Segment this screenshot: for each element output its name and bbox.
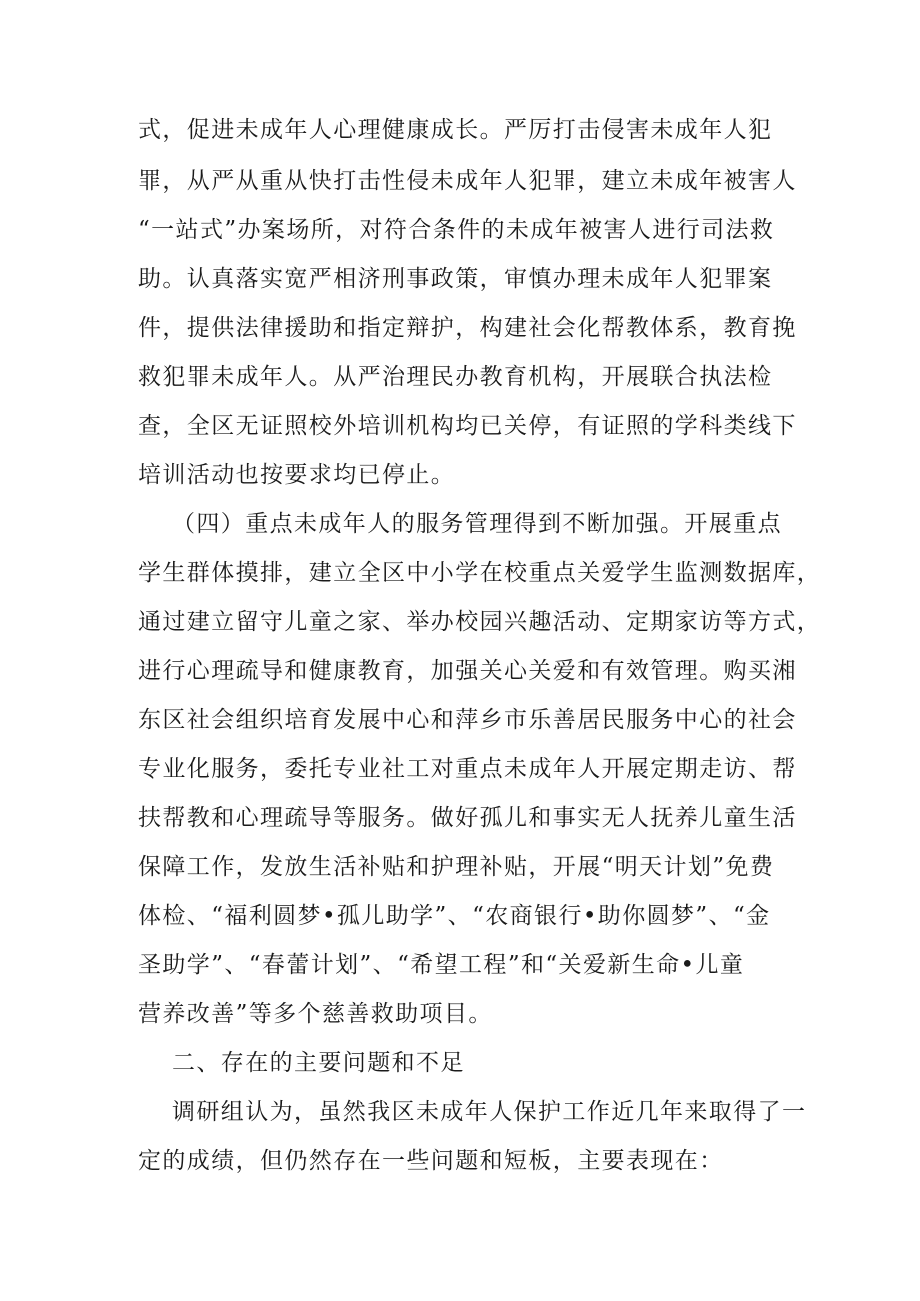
paragraph-line: 扶帮教和心理疏导等服务。做好孤儿和事实无人抚养儿童生活 <box>138 805 797 831</box>
paragraph-line: 东区社会组织培育发展中心和萍乡市乐善居民服务中心的社会 <box>138 707 797 733</box>
paragraph-line: 体检、“福利圆梦•孤儿助学”、“农商银行•助你圆梦”、“金 <box>138 903 771 929</box>
paragraph-line: 件，提供法律援助和指定辩护，构建社会化帮教体系，教育挽 <box>138 315 797 341</box>
section-heading-2: 二、存在的主要问题和不足 <box>172 1050 465 1076</box>
paragraph-line: 进行心理疏导和健康教育，加强关心关爱和有效管理。购买湘 <box>138 658 797 684</box>
paragraph-line: 调研组认为，虽然我区未成年人保护工作近几年来取得了一 <box>172 1099 807 1125</box>
paragraph-line: 培训活动也按要求均已停止。 <box>138 462 456 488</box>
paragraph-line: 式，促进未成年人心理健康成长。严厉打击侵害未成年人犯 <box>138 117 773 143</box>
paragraph-line: “一站式”办案场所，对符合条件的未成年被害人进行司法救 <box>138 217 775 243</box>
paragraph-line: 专业化服务，委托专业社工对重点未成年人开展定期走访、帮 <box>138 756 797 782</box>
paragraph-line: 助。认真落实宽严相济刑事政策，审慎办理未成年人犯罪案 <box>138 266 773 292</box>
paragraph-line: 通过建立留守儿童之家、举办校园兴趣活动、定期家访等方式， <box>138 609 822 635</box>
paragraph-line: 营养改善”等多个慈善救助项目。 <box>138 1001 493 1027</box>
paragraph-line: 救犯罪未成年人。从严治理民办教育机构，开展联合执法检 <box>138 364 773 390</box>
paragraph-line: 圣助学”、“春蕾计划”、“希望工程”和“关爱新生命•儿童 <box>138 952 745 978</box>
paragraph-line: 保障工作，发放生活补贴和护理补贴，开展“明天计划”免费 <box>138 854 775 880</box>
paragraph-line: 学生群体摸排，建立全区中小学在校重点关爱学生监测数据库， <box>138 560 822 586</box>
section-heading-4: （四）重点未成年人的服务管理得到不断加强。开展重点 <box>172 511 782 537</box>
paragraph-line: 定的成绩，但仍然存在一些问题和短板，主要表现在： <box>138 1148 724 1174</box>
paragraph-line: 查，全区无证照校外培训机构均已关停，有证照的学科类线下 <box>138 413 797 439</box>
paragraph-line: 罪，从严从重从快打击性侵未成年人犯罪，建立未成年被害人 <box>138 168 797 194</box>
